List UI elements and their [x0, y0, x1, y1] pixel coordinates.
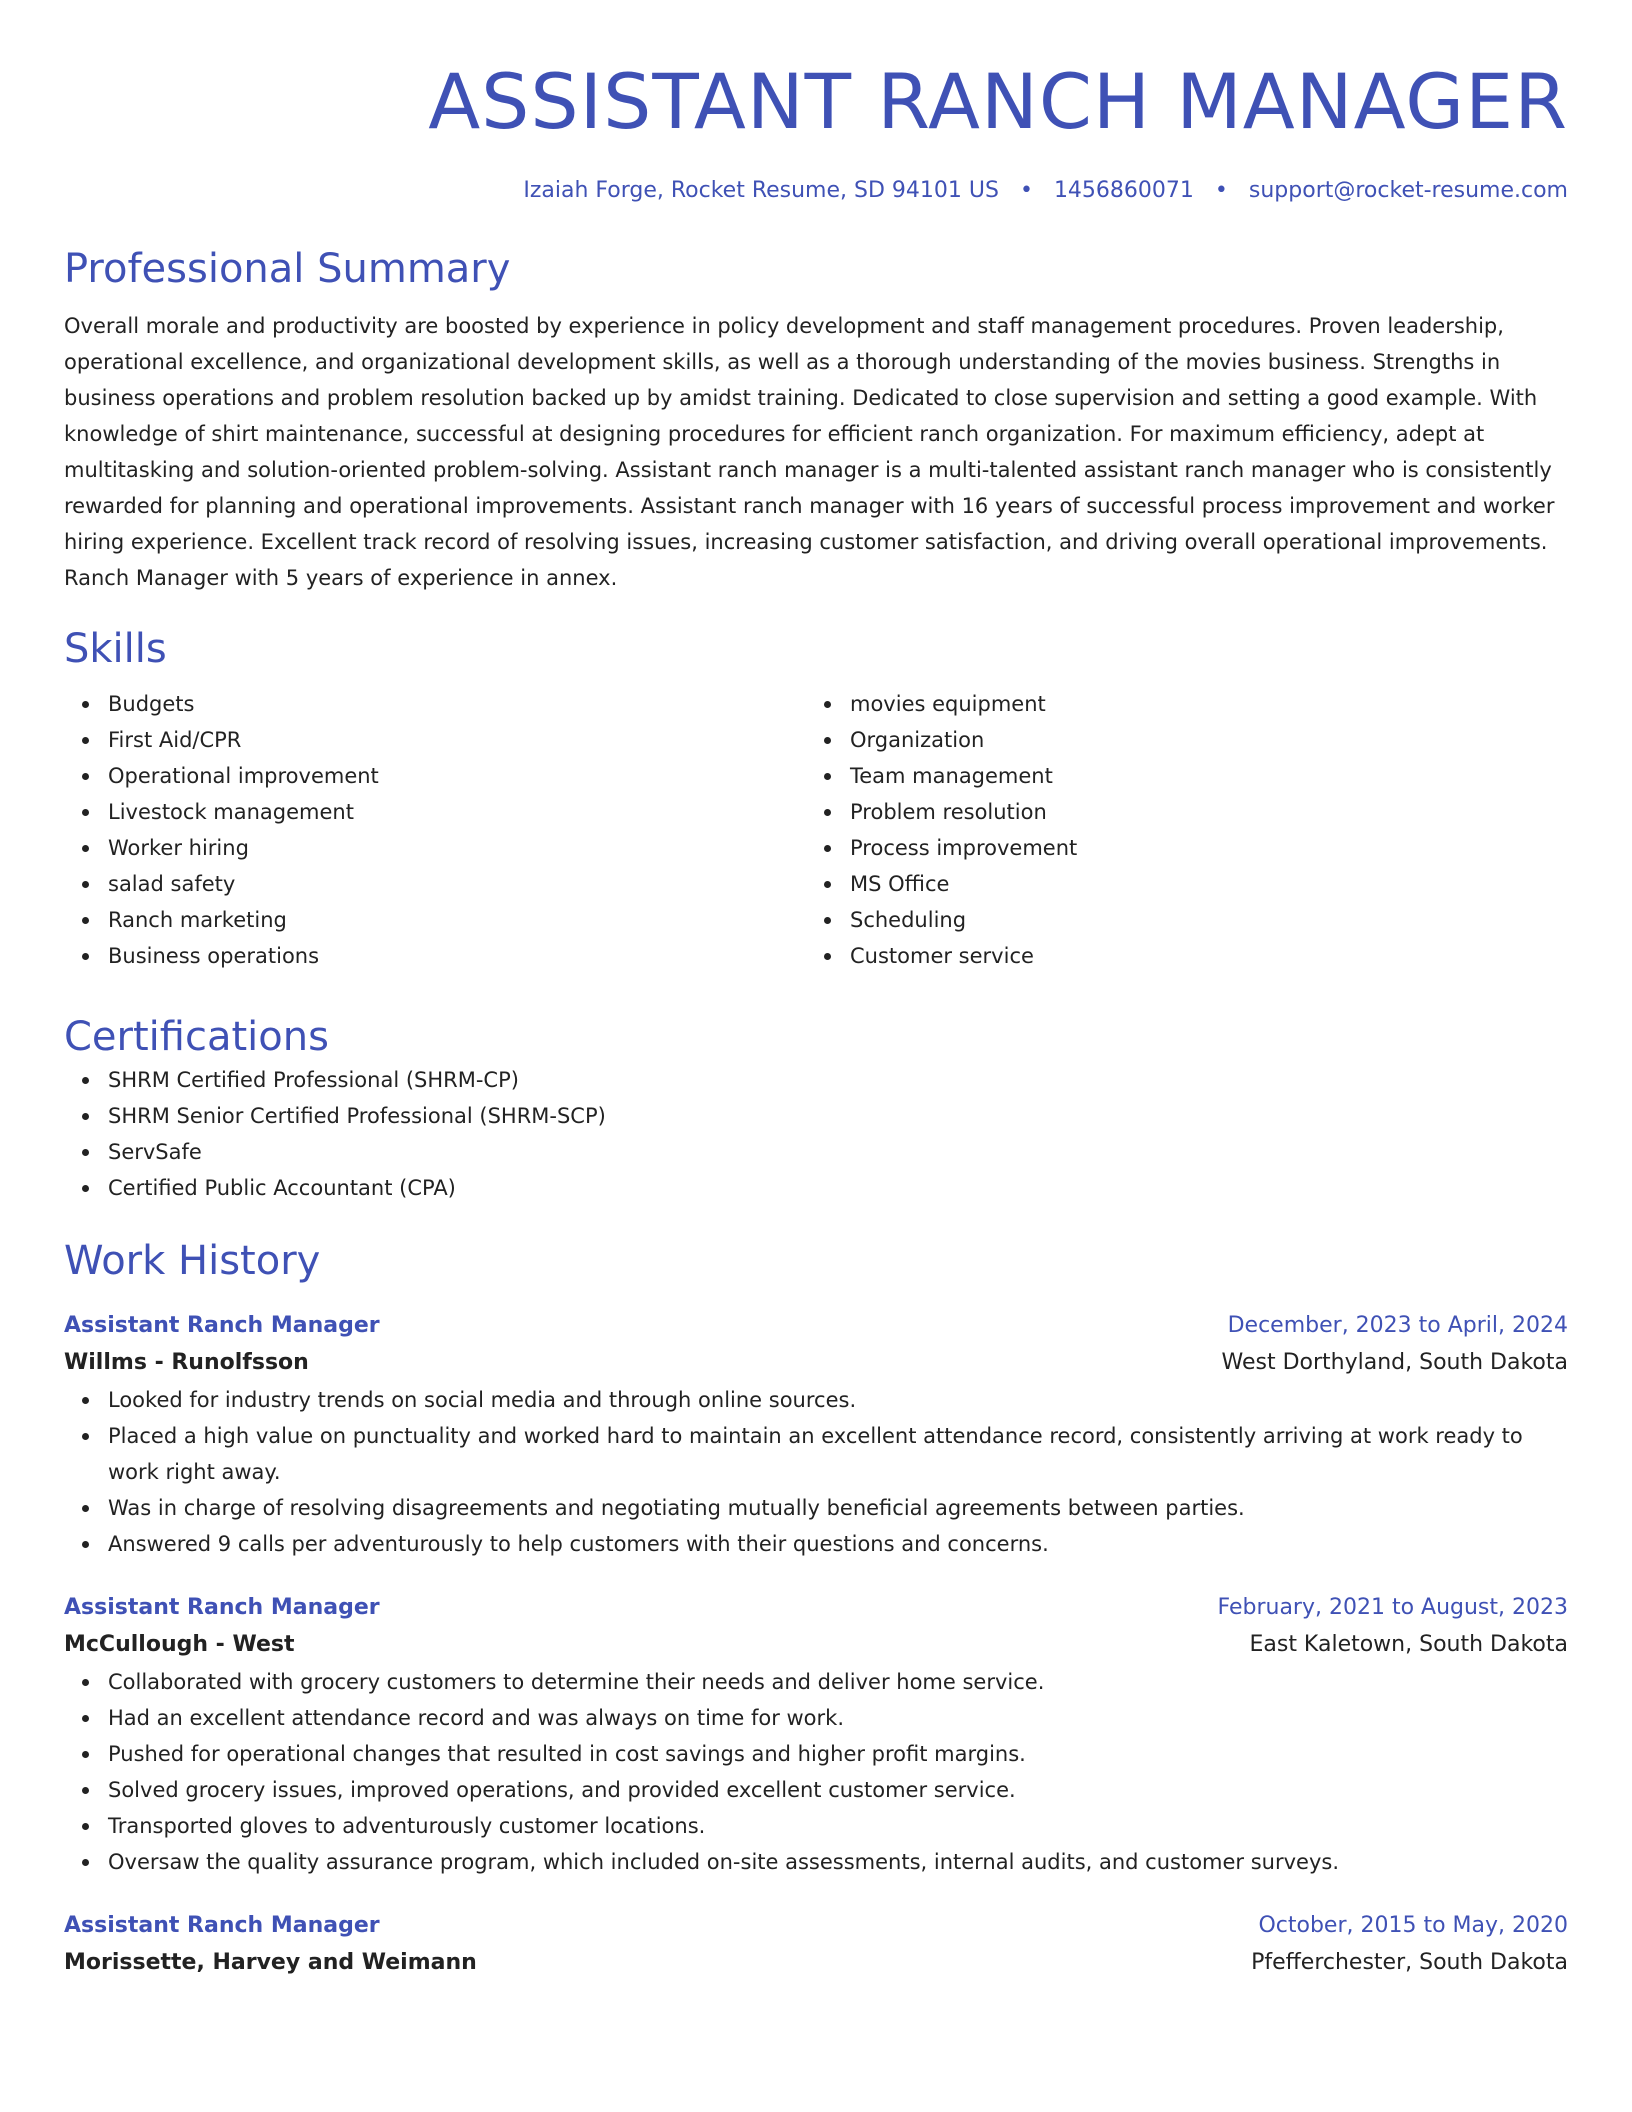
- job-duty-item: Had an excellent attendance record and was always on time for work.: [108, 1700, 1568, 1736]
- certification-item: SHRM Certified Professional (SHRM-CP): [108, 1062, 1568, 1098]
- professional-summary-section: [64, 244, 1568, 596]
- job-duty-item: Was in charge of resolving disagreements and negotiating mutually beneficial agreements between parties.: [108, 1490, 1568, 1526]
- work-history-section: [64, 1236, 1568, 1982]
- job-duties-list: [64, 1664, 1568, 1880]
- job-subheader-row: [64, 1626, 1568, 1664]
- job-subheader-row: [64, 1944, 1568, 1982]
- certification-item: ServSafe: [108, 1134, 1568, 1170]
- job-duty-item: Looked for industry trends on social media and through online sources.: [108, 1382, 1568, 1418]
- job-entry: [64, 1308, 1568, 1562]
- skills-list-right: [806, 686, 1548, 974]
- job-header-row: [64, 1308, 1568, 1344]
- skill-item: MS Office: [850, 866, 1548, 902]
- job-duty-item: Pushed for operational changes that resulted in cost savings and higher profit margins.: [108, 1736, 1568, 1772]
- job-company: Willms - Runolfsson: [64, 1350, 309, 1375]
- job-entry: [64, 1590, 1568, 1880]
- skill-item: movies equipment: [850, 686, 1548, 722]
- skill-item: Worker hiring: [108, 830, 806, 866]
- job-company: McCullough - West: [64, 1632, 295, 1657]
- certifications-list: [64, 1062, 1568, 1206]
- contact-separator: •: [1214, 178, 1228, 203]
- job-dates: December, 2023 to April, 2024: [1227, 1313, 1568, 1338]
- job-location: Pfefferchester, South Dakota: [1251, 1950, 1568, 1975]
- skills-section: [64, 624, 1568, 974]
- skill-item: Team management: [850, 758, 1548, 794]
- contact-email: support@rocket-resume.com: [1248, 178, 1568, 203]
- section-heading-skills: Skills: [64, 626, 167, 672]
- contact-line: [64, 176, 1568, 206]
- skill-item: Business operations: [108, 938, 806, 974]
- job-header-row: [64, 1908, 1568, 1944]
- skills-column-right: [806, 686, 1548, 974]
- skills-column-left: [64, 686, 806, 974]
- skill-item: Problem resolution: [850, 794, 1548, 830]
- contact-phone: 1456860071: [1053, 178, 1194, 203]
- job-duties-list: [64, 1382, 1568, 1562]
- summary-paragraph: Overall morale and productivity are boosted by experience in policy development and staff management procedures. Proven leadership, operational excellence, and organizational development skills, as well as a thorough understanding of the movies business. Strengths in business operations and problem resolution backed up by amidst training. Dedicated to close supervision and setting a good example. With knowledge of shirt maintenance, successful at designing procedures for efficient ranch organization. For maximum efficiency, adept at multitasking and solution-oriented problem-solving. Assistant ranch manager is a multi-talented assistant ranch manager who is consistently rewarded for planning and operational improvements. Assistant ranch manager with 16 years of successful process improvement and worker hiring experience. Excellent track record of resolving issues, increasing customer satisfaction, and driving overall operational improvements. Ranch Manager with 5 years of experience in annex.: [64, 314, 1555, 590]
- certification-item: Certified Public Accountant (CPA): [108, 1170, 1568, 1206]
- skills-grid: [64, 686, 1568, 974]
- job-duty-item: Solved grocery issues, improved operations, and provided excellent customer service.: [108, 1772, 1568, 1808]
- skill-item: Organization: [850, 722, 1548, 758]
- contact-separator: •: [1019, 178, 1033, 203]
- section-heading-work-history: Work History: [64, 1238, 321, 1284]
- skill-item: Scheduling: [850, 902, 1548, 938]
- section-heading-certifications: Certifications: [64, 1014, 329, 1060]
- page-title: ASSISTANT RANCH MANAGER: [428, 57, 1568, 146]
- job-company: Morissette, Harvey and Weimann: [64, 1950, 477, 1975]
- job-dates: February, 2021 to August, 2023: [1217, 1595, 1568, 1620]
- skill-item: Process improvement: [850, 830, 1548, 866]
- skill-item: First Aid/CPR: [108, 722, 806, 758]
- job-entry: [64, 1908, 1568, 1982]
- job-location: West Dorthyland, South Dakota: [1221, 1350, 1568, 1375]
- skills-list-left: [64, 686, 806, 974]
- job-title: Assistant Ranch Manager: [64, 1313, 380, 1338]
- skill-item: Operational improvement: [108, 758, 806, 794]
- skill-item: Budgets: [108, 686, 806, 722]
- job-title: Assistant Ranch Manager: [64, 1913, 380, 1938]
- job-duty-item: Collaborated with grocery customers to determine their needs and deliver home service.: [108, 1664, 1568, 1700]
- job-duty-item: Oversaw the quality assurance program, which included on-site assessments, internal audits, and customer surveys.: [108, 1844, 1568, 1880]
- skill-item: Livestock management: [108, 794, 806, 830]
- job-duty-item: Transported gloves to adventurously customer locations.: [108, 1808, 1568, 1844]
- job-subheader-row: [64, 1344, 1568, 1382]
- section-heading-summary: Professional Summary: [64, 246, 511, 292]
- skill-item: Customer service: [850, 938, 1548, 974]
- job-header-row: [64, 1590, 1568, 1626]
- job-title: Assistant Ranch Manager: [64, 1595, 380, 1620]
- job-duty-item: Answered 9 calls per adventurously to help customers with their questions and concerns.: [108, 1526, 1568, 1562]
- skill-item: salad safety: [108, 866, 806, 902]
- certifications-section: [64, 1012, 1568, 1206]
- certification-item: SHRM Senior Certified Professional (SHRM-SCP): [108, 1098, 1568, 1134]
- job-location: East Kaletown, South Dakota: [1249, 1632, 1568, 1657]
- contact-address: Izaiah Forge, Rocket Resume, SD 94101 US: [523, 178, 999, 203]
- job-dates: October, 2015 to May, 2020: [1258, 1913, 1568, 1938]
- skill-item: Ranch marketing: [108, 902, 806, 938]
- resume-header: [64, 52, 1568, 206]
- job-duty-item: Placed a high value on punctuality and worked hard to maintain an excellent attendance record, consistently arriving at work ready to work right away.: [108, 1418, 1568, 1490]
